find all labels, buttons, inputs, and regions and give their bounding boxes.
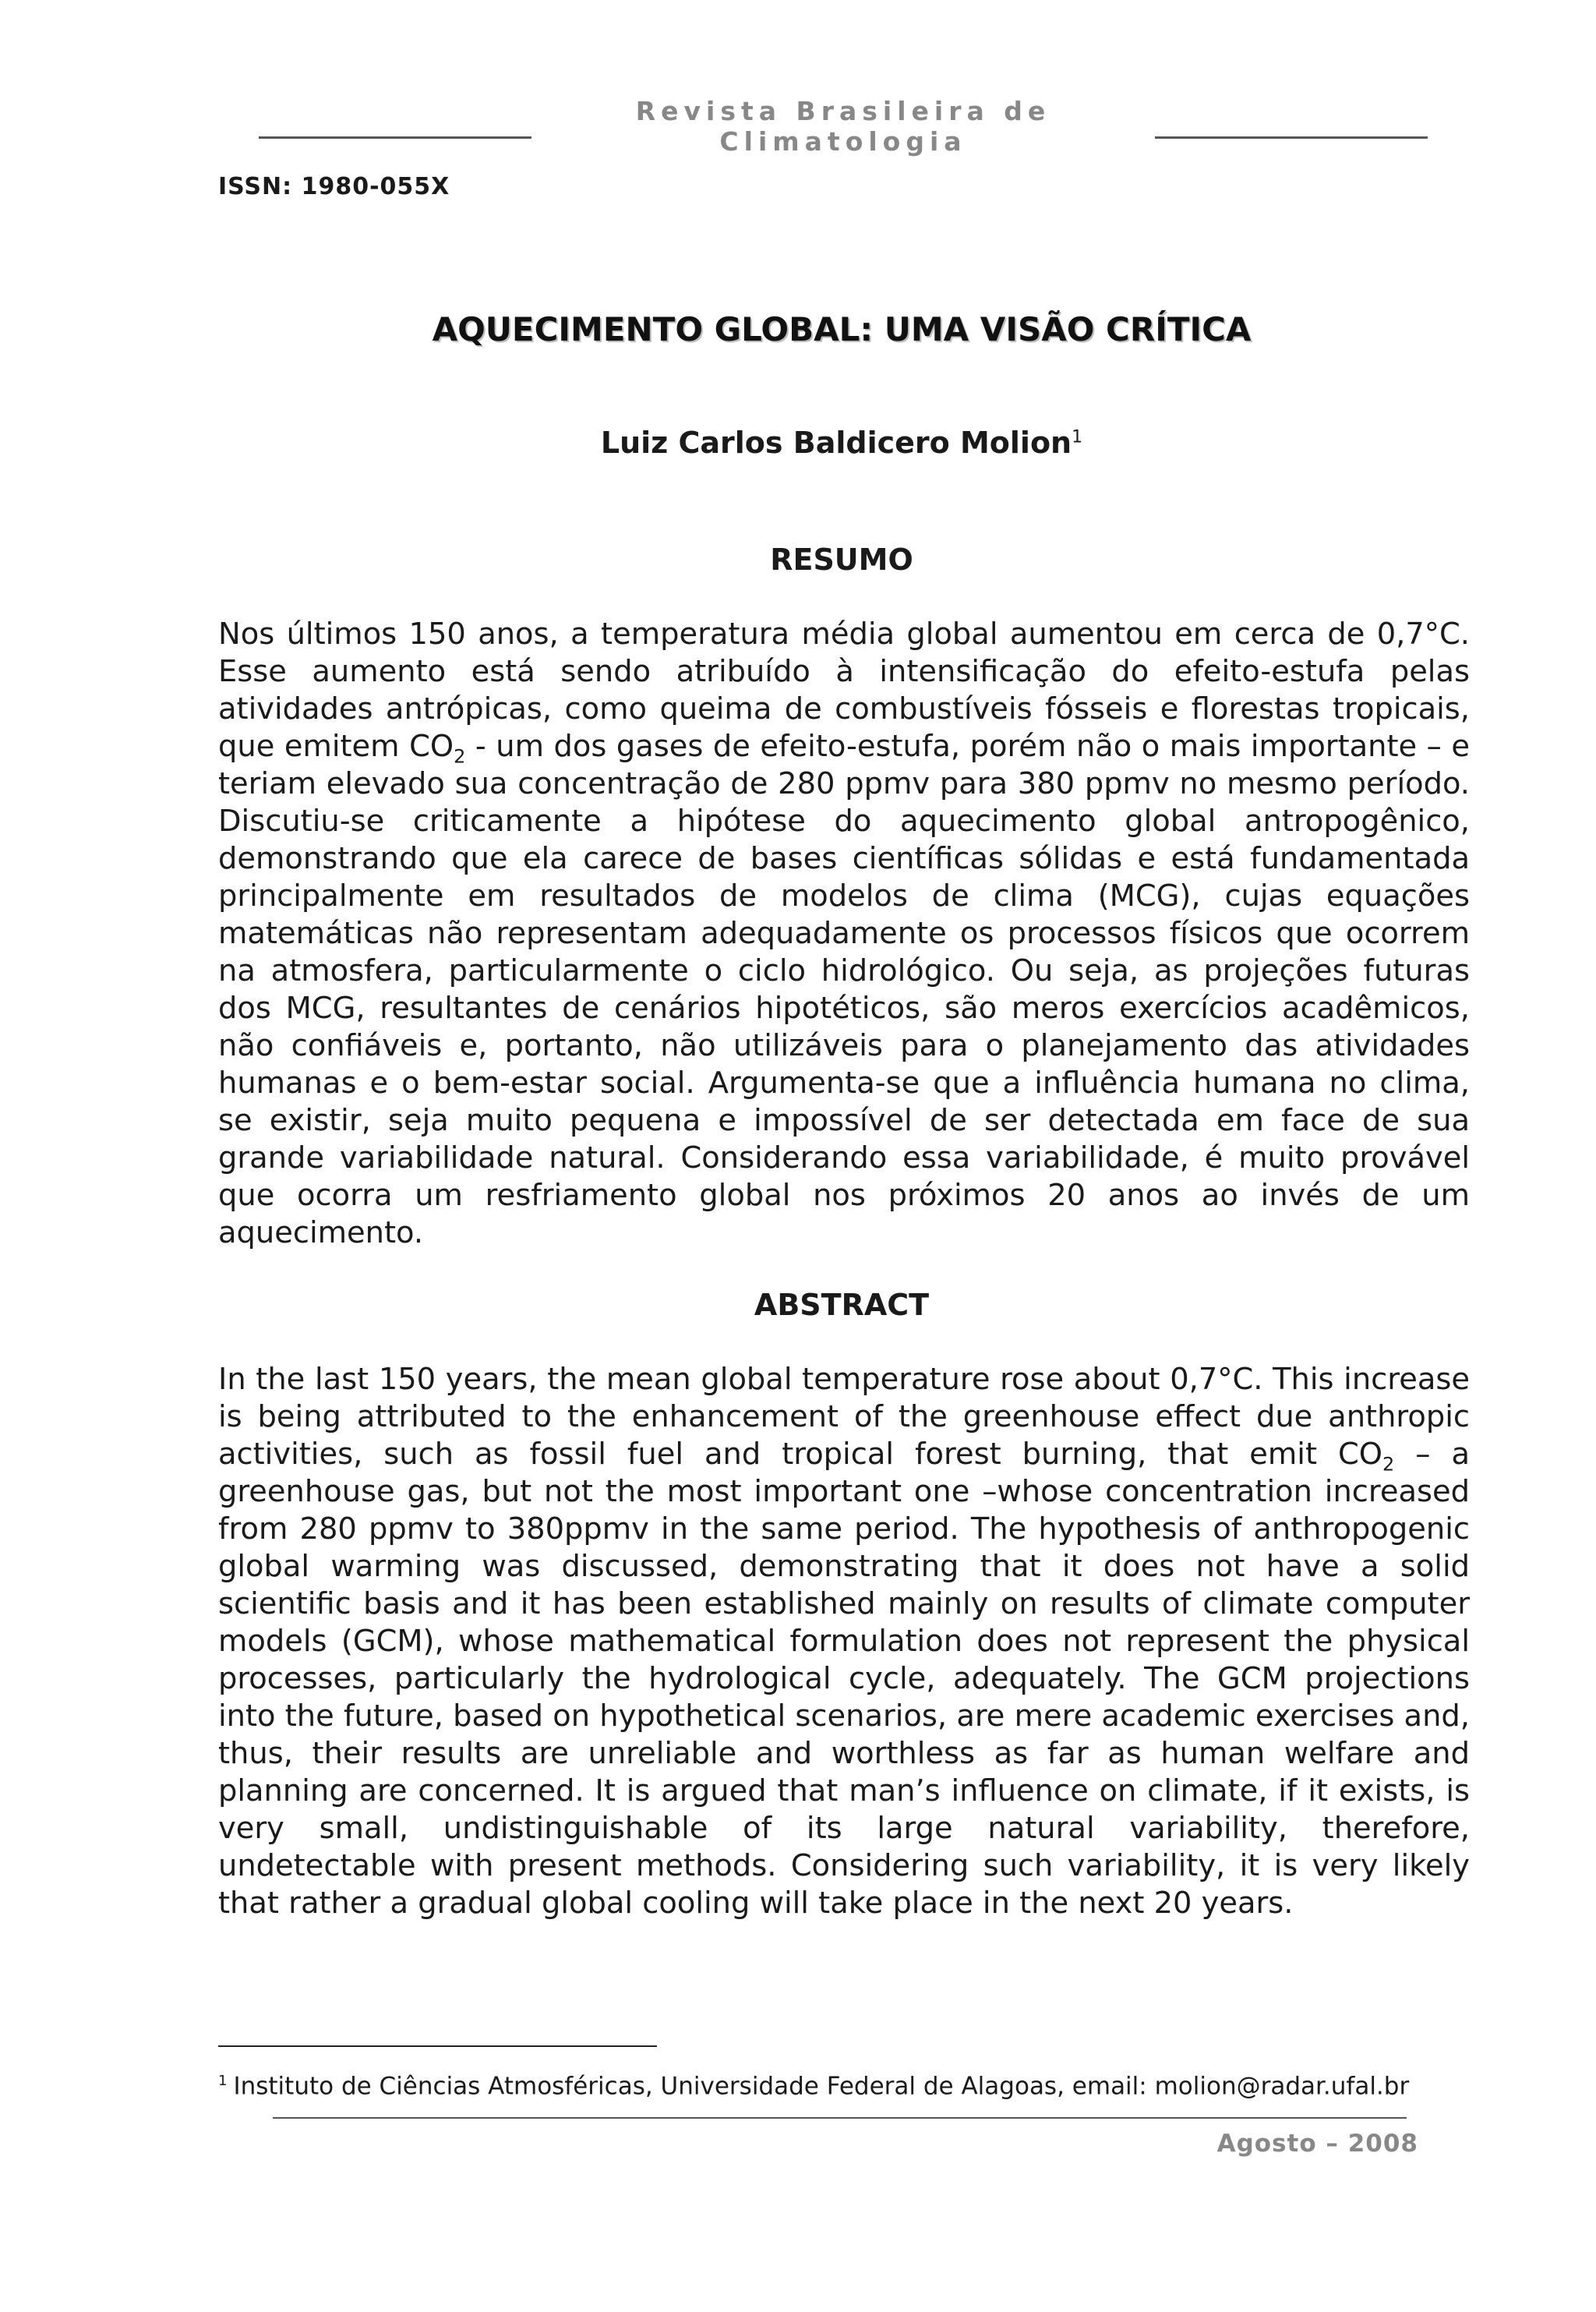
footnote-text: Instituto de Ciências Atmosféricas, Universidade Federal de Alagoas, email: molion@radar.ufal.br [233, 2072, 1410, 2101]
resumo-text-part-2: - um dos gases de efeito-estufa, porém não o mais importante – e teriam elevado sua concentração de 280 ppmv para 380 ppmv no mesmo período. Discutiu-se criticamente a hipótese do aquecimento global antropogênico, demonstrando que ela carece de bases científicas sólidas e está fundamentada principalmente em resultados de modelos de clima (MCG), cujas equações matemáticas não representam adequadamente os processos físicos que ocorrem na atmosfera, particularmente o ciclo hidrológico. Ou seja, as projeções futuras dos MCG, resultantes de cenários hipotéticos, são meros exercícios acadêmicos, não confiáveis e, portanto, não utilizáveis para o planejamento das atividades humanas e o bem-estar social. Argumenta-se que a influência humana no clima, se existir, seja muito pequena e impossível de ser detectada em face de sua grande variabilidade natural. Considerando essa variabilidade, é muito provável que ocorra um resfriamento global nos próximos 20 anos ao invés de um aquecimento. [218, 729, 1470, 1250]
issn: ISSN: 1980-055X [218, 173, 450, 200]
footnote-divider [218, 2045, 657, 2047]
abstract-text-part-2: – a greenhouse gas, but not the most important one –whose concentration increased from 280 ppmv to 380ppmv in the same period. The hypothesis of anthropogenic global warming was discussed, demonstrating that it does not have a solid scientific basis and it has been established mainly on results of climate computer models (GCM), whose mathematical formulation does not represent the physical processes, particularly the hydrological cycle, adequately. The GCM projections into the future, based on hypothetical scenarios, are mere academic exercises and, thus, their results are unreliable and worthless as far as human welfare and planning are concerned. It is argued that man’s influence on climate, if it exists, is very small, undistinguishable of its large natural variability, therefore, undetectable with present methods. Considering such variability, it is very likely that rather a gradual global cooling will take place in the next 20 years. [218, 1437, 1470, 1921]
resumo-text-part-1: Nos últimos 150 anos, a temperatura média global aumentou em cerca de 0,7°C. Esse aumento está sendo atribuído à intensificação do efeito-estufa pelas atividades antrópicas, como queima de combustíveis fósseis e florestas tropicais, que emitem CO [218, 617, 1470, 764]
co2-subscript: 2 [1382, 1453, 1395, 1476]
journal-title: Revista Brasileira de Climatologia [635, 96, 1051, 157]
abstract-text [218, 1361, 1470, 1922]
article-title: AQUECIMENTO GLOBAL: UMA VISÃO CRÍTICA [432, 310, 1252, 348]
author-footnote-mark: 1 [1072, 427, 1083, 447]
resumo-heading: RESUMO [770, 543, 913, 577]
co2-subscript: 2 [454, 745, 466, 768]
header-left-rule [259, 136, 531, 139]
journal-header [259, 96, 1428, 157]
resumo-text [218, 616, 1470, 1252]
abstract-heading: ABSTRACT [754, 1288, 930, 1322]
author-line [218, 426, 1465, 460]
footnote-mark: 1 [218, 2073, 228, 2089]
abstract-text-part-1: In the last 150 years, the mean global temperature rose about 0,7°C. This increase is being attributed to the enhancement of the greenhouse effect due anthropic activities, such as fossil fuel and tropical forest burning, that emit CO [218, 1362, 1470, 1472]
author-name: Luiz Carlos Baldicero Molion [600, 426, 1072, 460]
header-right-rule [1155, 136, 1428, 139]
footer-divider [273, 2117, 1407, 2119]
issue-date: Agosto – 2008 [1216, 2130, 1418, 2158]
footnote [218, 2066, 1504, 2102]
